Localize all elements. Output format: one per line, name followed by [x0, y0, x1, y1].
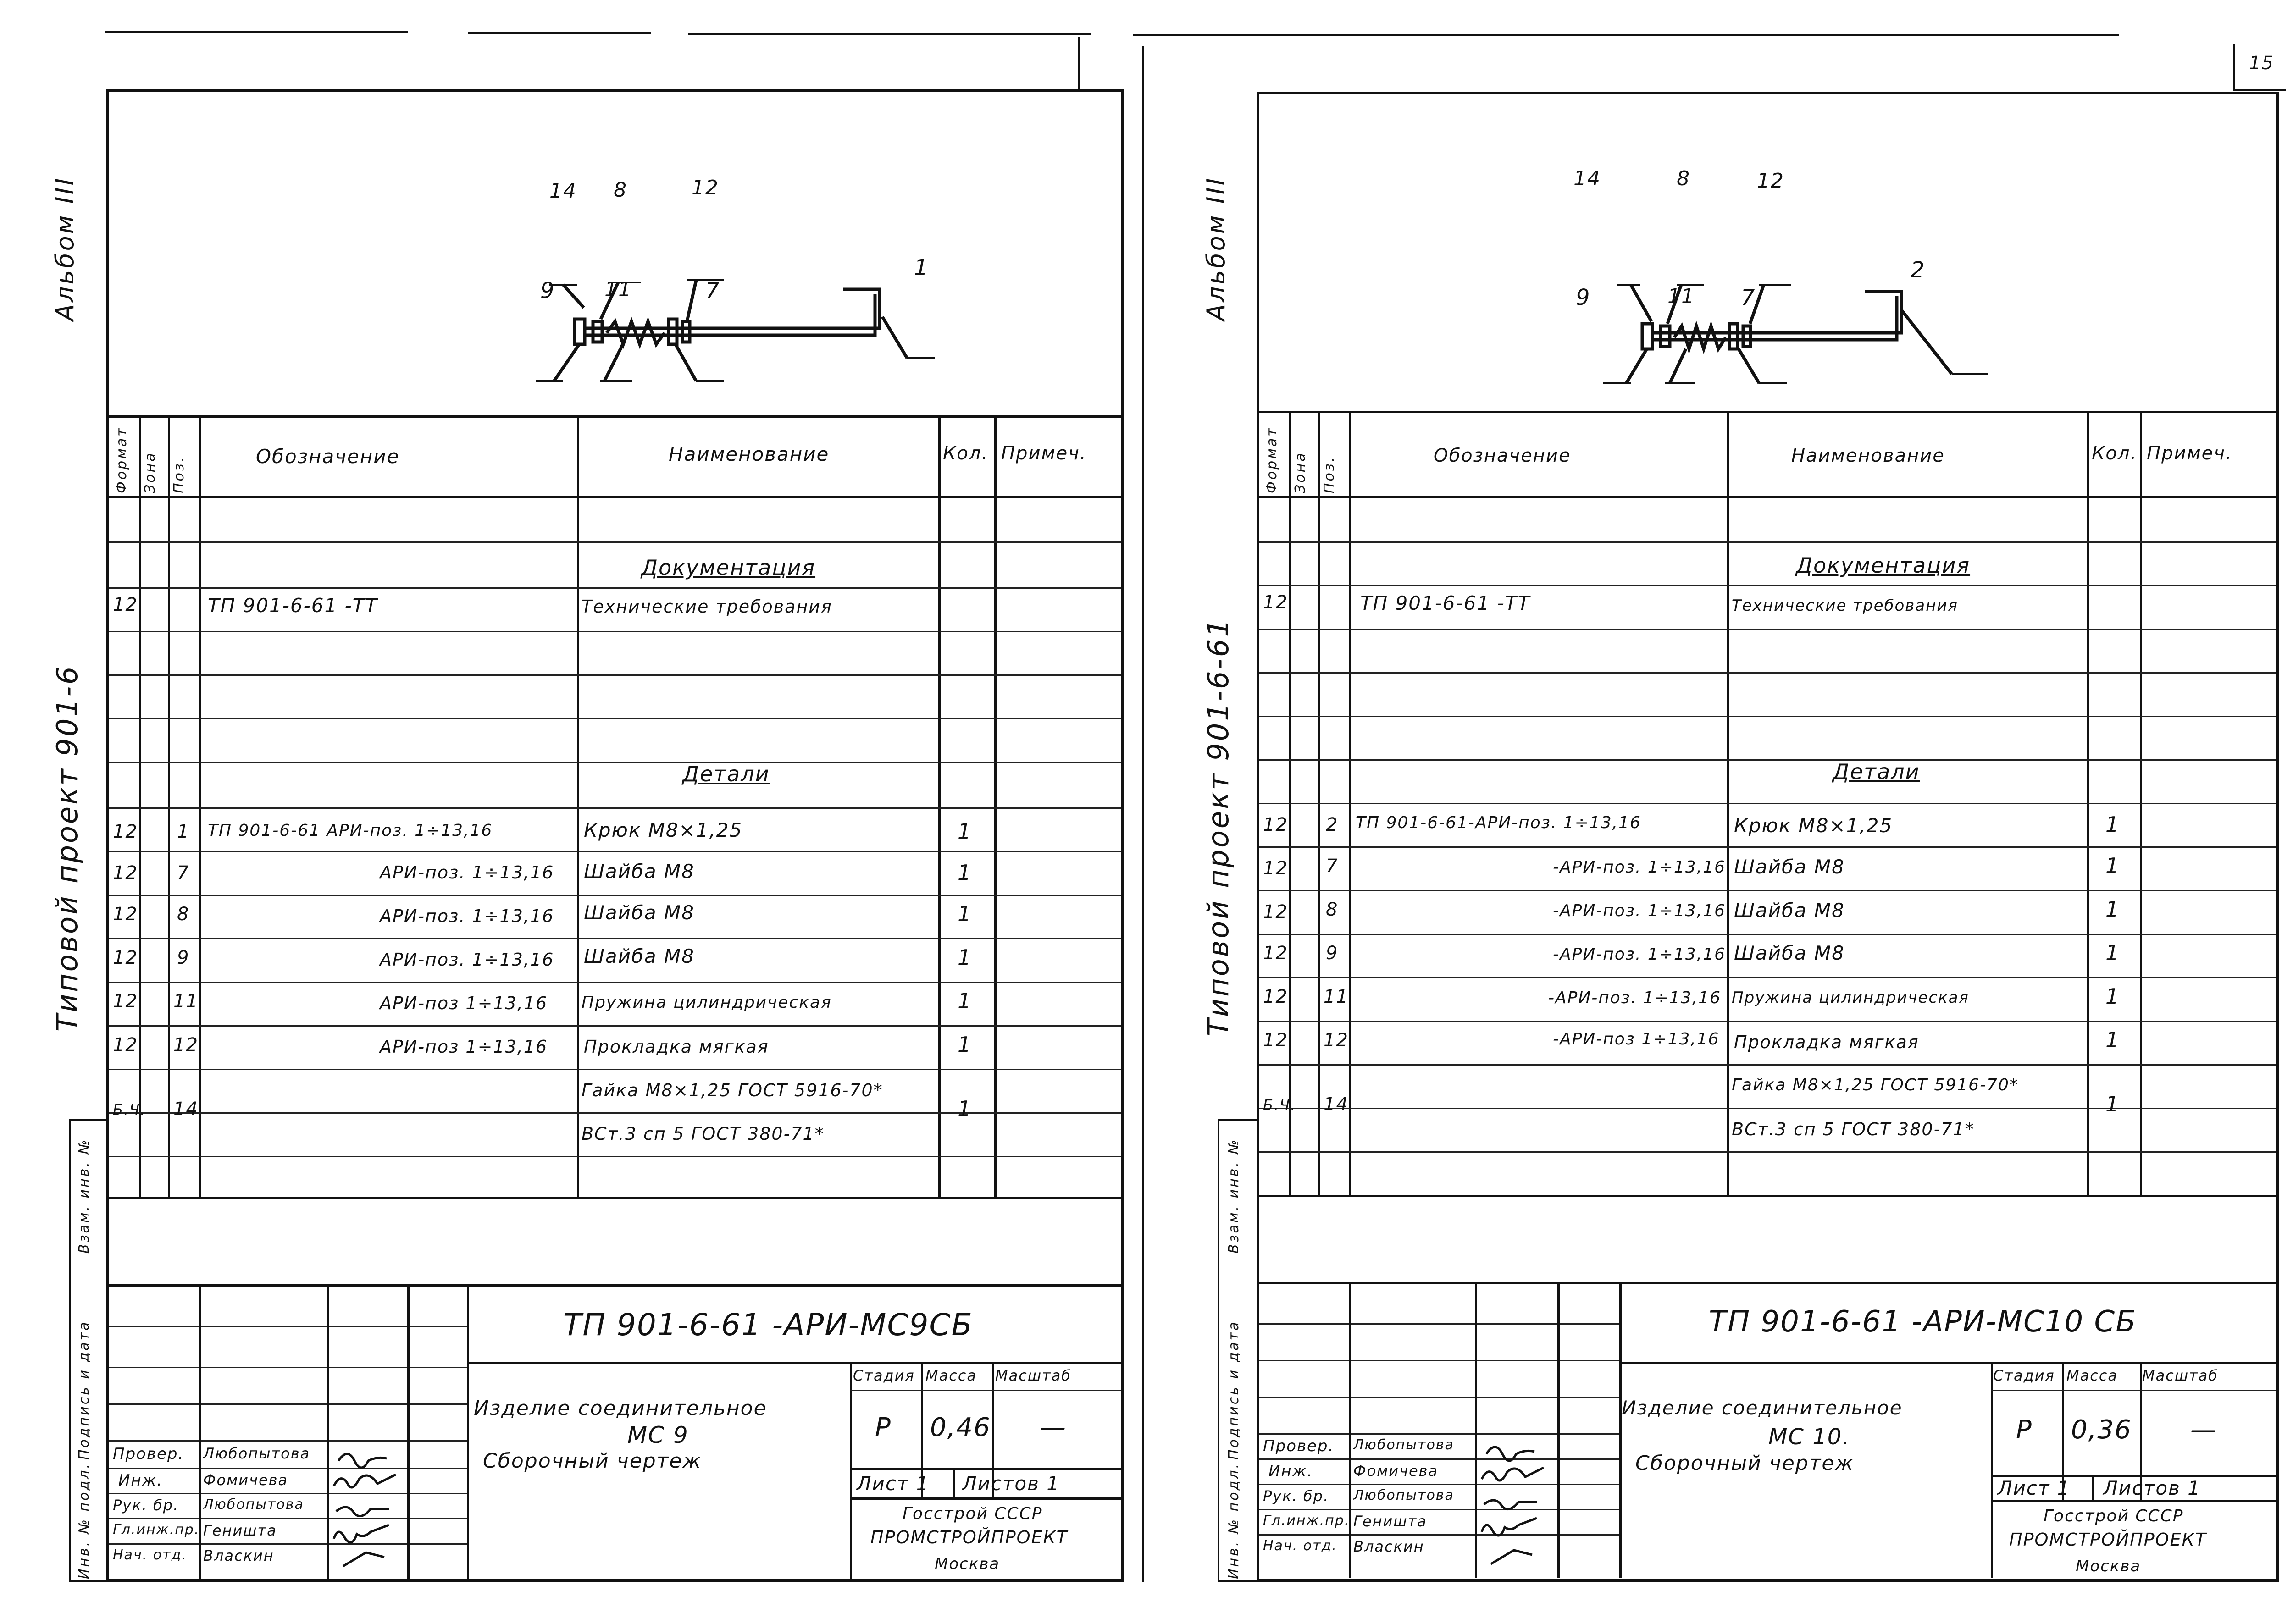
row-name: Шайба М8	[1734, 856, 1845, 878]
header-name: Наименование	[1791, 445, 1945, 466]
callout-label: 11	[1667, 285, 1695, 308]
page-number-box	[2233, 44, 2286, 91]
row-qty: 1	[2105, 812, 2120, 837]
row-pos: 1	[177, 821, 190, 842]
row-format: 12	[113, 594, 138, 615]
org-line: ПРОМСТРОЙПРОЕКТ	[2009, 1530, 2207, 1550]
row-name: Прокладка мягкая	[1734, 1032, 1919, 1052]
row-pos: 2	[1326, 814, 1339, 835]
side-label: Взам. инв. №	[1226, 1138, 1242, 1254]
callout-label: 8	[1677, 167, 1690, 190]
table-header-line	[109, 496, 1121, 498]
row-designation: -АРИ-поз 1÷13,16	[1553, 1030, 1720, 1049]
row-pos: 8	[1326, 899, 1339, 920]
staff-role: Провер.	[113, 1445, 184, 1463]
side-label: Подпись и дата	[1226, 1320, 1242, 1460]
title-line: МС 10.	[1768, 1424, 1850, 1450]
header-qty: Кол.	[943, 443, 989, 464]
album-label: Альбом III	[1202, 176, 1230, 321]
staff-name: Власкин	[203, 1547, 274, 1564]
staff-role: Рук. бр.	[113, 1497, 179, 1514]
staff-role: Инж.	[1268, 1462, 1313, 1480]
row-format: 12	[113, 862, 138, 884]
staff-role: Инж.	[118, 1471, 163, 1490]
fold-mark	[1078, 37, 1080, 92]
row-qty: 1	[2105, 1092, 2120, 1116]
staff-name: Фомичева	[203, 1471, 288, 1489]
table-top-line	[109, 415, 1121, 418]
section-docs: Документация	[641, 555, 816, 580]
row-name: Шайба М8	[1734, 899, 1845, 922]
album-label: Альбом III	[50, 176, 79, 321]
section-parts: Детали	[1833, 759, 1920, 784]
mass-label: Масса	[2066, 1367, 2118, 1384]
row-designation: -АРИ-поз. 1÷13,16	[1553, 945, 1726, 964]
header-pos: Поз.	[1321, 455, 1337, 493]
row-pos: 14	[1324, 1094, 1349, 1115]
row-format: 12	[1263, 986, 1288, 1007]
doc-code: ТП 901-6-61 -АРИ-МС9СБ	[563, 1307, 973, 1342]
hook-drawing	[1548, 168, 2007, 425]
row-pos: 7	[177, 862, 190, 884]
row-name: Шайба М8	[1734, 942, 1845, 964]
row-name: Шайба М8	[584, 945, 695, 967]
side-label: Инв. № подл.	[76, 1462, 92, 1579]
row-qty: 1	[958, 1096, 972, 1121]
sheet-label: Лист 1	[857, 1472, 930, 1495]
staff-role: Гл.инж.пр.	[1263, 1513, 1350, 1529]
staff-role: Нач. отд.	[113, 1547, 187, 1563]
sheets-label: Листов 1	[962, 1472, 1060, 1495]
row-qty: 1	[2105, 984, 2120, 1009]
row-name: Гайка М8×1,25 ГОСТ 5916-70*	[1732, 1076, 2019, 1094]
callout-label: 9	[540, 278, 555, 304]
header-zone: Зона	[142, 451, 158, 493]
row-format: Б.Ч.	[1263, 1096, 1296, 1114]
header-designation: Обозначение	[256, 445, 400, 468]
row-designation: АРИ-поз. 1÷13,16	[380, 950, 554, 970]
row-format: 12	[1263, 901, 1288, 922]
callout-label: 7	[705, 278, 720, 304]
callout-label: 12	[1757, 169, 1784, 193]
page-number: 15	[2249, 53, 2274, 74]
staff-name: Геништа	[1353, 1513, 1427, 1530]
project-label: Типовой проект 901-6	[50, 664, 84, 1032]
row-designation: -АРИ-поз. 1÷13,16	[1553, 858, 1726, 877]
callout-label: 9	[1576, 285, 1591, 310]
scale-label: Масштаб	[2142, 1367, 2219, 1384]
staff-name: Власкин	[1353, 1538, 1424, 1555]
side-label: Взам. инв. №	[76, 1138, 92, 1254]
org-line: ПРОМСТРОЙПРОЕКТ	[870, 1527, 1068, 1547]
org-line: Госстрой СССР	[903, 1504, 1043, 1523]
stage-value: Р	[875, 1413, 892, 1442]
row-pos: 7	[1326, 856, 1339, 877]
side-stamp	[1218, 1119, 1257, 1582]
callout-label: 8	[614, 178, 627, 202]
staff-role: Гл.инж.пр.	[113, 1522, 200, 1538]
row-format: Б.Ч.	[113, 1101, 146, 1118]
fold-line	[1142, 46, 1144, 1582]
mass-label: Масса	[925, 1367, 977, 1384]
row-name: ВСт.3 сп 5 ГОСТ 380-71*	[1732, 1119, 1975, 1139]
row-name: Шайба М8	[584, 901, 695, 924]
row-format: 12	[113, 1034, 138, 1055]
header-note: Примеч.	[1001, 443, 1087, 464]
row-qty: 1	[958, 901, 972, 926]
project-label: Типовой проект 901-6-61	[1202, 617, 1235, 1036]
scale-value: —	[1040, 1413, 1067, 1442]
sheet-label: Лист 1	[1998, 1477, 2071, 1499]
doc-code: ТП 901-6-61 -АРИ-МС10 СБ	[1709, 1305, 2137, 1339]
row-qty: 1	[958, 945, 972, 970]
staff-name: Любопытова	[1353, 1487, 1454, 1503]
row-qty: 1	[958, 1032, 972, 1057]
row-format: 12	[1263, 814, 1288, 835]
mass-value: 0,36	[2071, 1415, 2132, 1445]
header-zone: Зона	[1292, 451, 1308, 493]
row-designation: ТП 901-6-61-АРИ-поз. 1÷13,16	[1356, 813, 1641, 832]
row-pos: 14	[173, 1099, 199, 1120]
row-format: 12	[113, 904, 138, 925]
row-qty: 1	[2105, 853, 2120, 878]
row-name: Шайба М8	[584, 860, 695, 883]
org-line: Госстрой СССР	[2044, 1507, 2184, 1525]
row-name: Гайка М8×1,25 ГОСТ 5916-70*	[582, 1080, 883, 1100]
edge-line	[468, 32, 651, 34]
header-note: Примеч.	[2147, 443, 2232, 464]
row-format: 12	[1263, 943, 1288, 964]
row-pos: 12	[173, 1034, 199, 1055]
org-line: Москва	[935, 1555, 1000, 1573]
callout-label: 14	[549, 179, 577, 203]
staff-role: Провер.	[1263, 1437, 1335, 1455]
row-designation: АРИ-поз 1÷13,16	[380, 993, 548, 1013]
staff-name: Любопытова	[203, 1445, 310, 1462]
row-qty: 1	[958, 989, 972, 1013]
callout-label: 14	[1573, 167, 1601, 190]
row-designation: -АРИ-поз. 1÷13,16	[1553, 901, 1726, 920]
title-line: МС 9	[627, 1422, 689, 1448]
row-qty: 1	[2105, 897, 2120, 922]
scale-label: Масштаб	[995, 1367, 1072, 1384]
edge-line	[105, 31, 408, 33]
header-format: Формат	[1264, 426, 1280, 493]
row-name: Прокладка мягкая	[584, 1037, 769, 1057]
row-format: 12	[113, 947, 138, 968]
mass-value: 0,46	[930, 1413, 991, 1442]
side-stamp	[69, 1119, 106, 1582]
title-line: Сборочный чертеж	[483, 1449, 702, 1473]
row-pos: 11	[1324, 986, 1349, 1007]
section-parts: Детали	[682, 762, 770, 786]
scale-value: —	[2190, 1415, 2217, 1445]
stage-label: Стадия	[853, 1367, 915, 1384]
row-name: Технические требования	[582, 597, 832, 617]
staff-name: Любопытова	[1353, 1437, 1454, 1453]
edge-line	[688, 33, 1091, 35]
row-name: Пружина цилиндрическая	[582, 993, 832, 1012]
row-format: 12	[1263, 1030, 1288, 1051]
row-qty: 1	[958, 819, 972, 844]
stage-label: Стадия	[1993, 1367, 2055, 1384]
title-line: Изделие соединительное	[1622, 1397, 1903, 1419]
signature-group	[329, 1442, 407, 1571]
title-line: Сборочный чертеж	[1635, 1452, 1855, 1475]
title-line: Изделие соединительное	[474, 1397, 767, 1420]
row-qty: 1	[958, 860, 972, 885]
row-name: Пружина цилиндрическая	[1732, 989, 1969, 1007]
org-line: Москва	[2076, 1557, 2141, 1575]
callout-label: 11	[604, 278, 632, 301]
staff-name: Любопытова	[203, 1497, 304, 1513]
row-name: Технические требования	[1732, 597, 1958, 615]
row-pos: 9	[1326, 943, 1339, 964]
stage-value: Р	[2016, 1415, 2033, 1445]
row-format: 12	[1263, 592, 1288, 613]
callout-label: 2	[1911, 257, 1926, 283]
row-designation: АРИ-поз. 1÷13,16	[380, 906, 554, 926]
row-designation: ТП 901-6-61 -ТТ	[1360, 592, 1531, 614]
signature-group	[1477, 1436, 1557, 1573]
sheet-1	[106, 89, 1124, 1582]
staff-name: Фомичева	[1353, 1462, 1439, 1480]
row-pos: 11	[173, 991, 199, 1012]
row-format: 12	[113, 991, 138, 1012]
staff-name: Геништа	[203, 1522, 277, 1539]
row-format: 12	[1263, 858, 1288, 879]
row-name: Крюк М8×1,25	[1734, 814, 1893, 837]
header-qty: Кол.	[2092, 443, 2138, 464]
staff-role: Рук. бр.	[1263, 1487, 1329, 1505]
row-pos: 9	[177, 947, 190, 968]
header-designation: Обозначение	[1434, 445, 1571, 466]
callout-label: 7	[1741, 285, 1756, 310]
sheets-label: Листов 1	[2103, 1477, 2201, 1499]
row-designation: АРИ-поз. 1÷13,16	[380, 862, 554, 883]
side-label: Инв. № подл.	[1226, 1462, 1242, 1579]
staff-role: Нач. отд.	[1263, 1538, 1337, 1554]
row-pos: 12	[1324, 1030, 1349, 1051]
sheet-2	[1257, 92, 2279, 1582]
row-name: Крюк М8×1,25	[584, 819, 743, 841]
row-designation: ТП 901-6-61 АРИ-поз. 1÷13,16	[208, 821, 493, 840]
row-designation: -АРИ-поз. 1÷13,16	[1548, 989, 1721, 1007]
callout-label: 1	[914, 255, 929, 281]
edge-line	[1133, 34, 2119, 36]
row-qty: 1	[2105, 1027, 2120, 1052]
row-name: ВСт.3 сп 5 ГОСТ 380-71*	[582, 1124, 825, 1144]
row-qty: 1	[2105, 940, 2120, 965]
header-format: Формат	[114, 426, 130, 493]
row-designation: ТП 901-6-61 -ТТ	[208, 594, 378, 617]
row-format: 12	[113, 821, 138, 842]
row-pos: 8	[177, 904, 190, 925]
row-designation: АРИ-поз 1÷13,16	[380, 1037, 548, 1057]
side-label: Подпись и дата	[76, 1320, 92, 1460]
callout-label: 12	[692, 176, 719, 199]
header-name: Наименование	[669, 443, 830, 465]
section-docs: Документация	[1796, 553, 1971, 578]
header-pos: Поз.	[171, 455, 187, 493]
